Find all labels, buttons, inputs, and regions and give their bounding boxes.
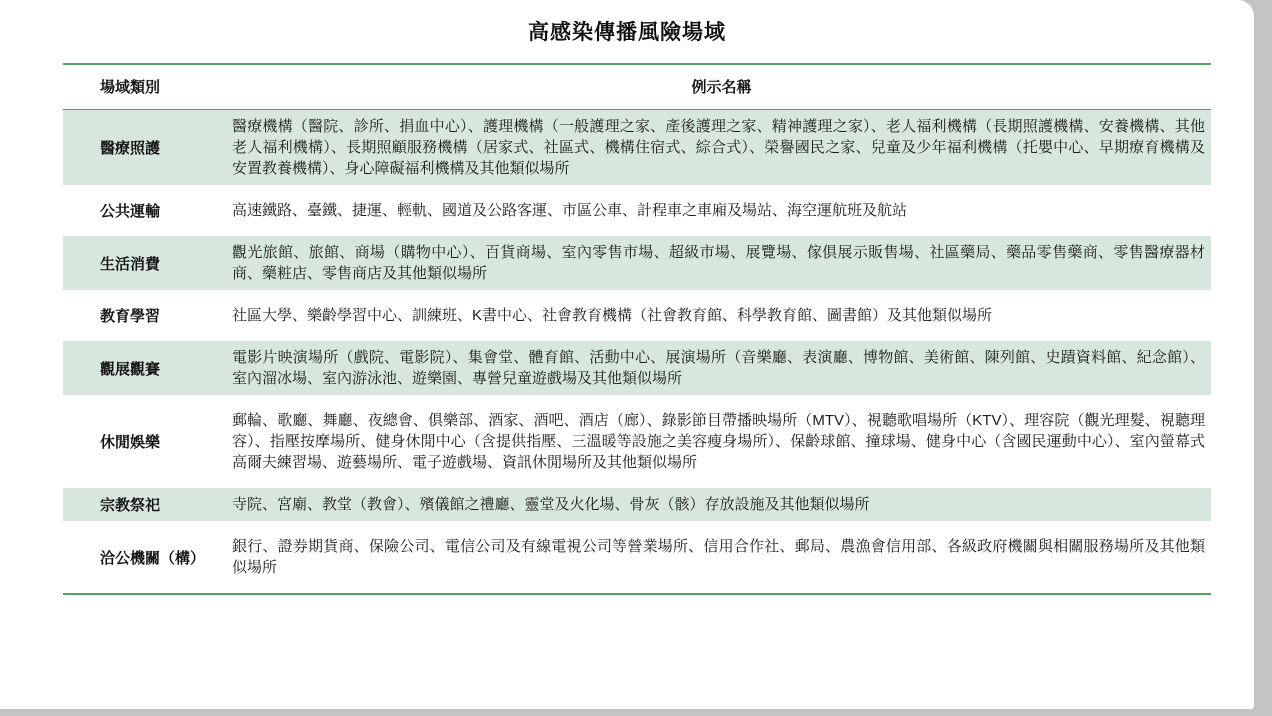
examples-cell: 寺院、宮廟、教堂（教會）、殯儀館之禮廳、靈堂及火化場、骨灰（骸）存放設施及其他類似場所 — [232, 496, 870, 513]
examples-cell: 銀行、證券期貨商、保險公司、電信公司及有線電視公司等營業場所、信用合作社、郵局、農漁會信用部、各級政府機關與相關服務場所及其他類似場所 — [232, 538, 1205, 576]
page-title: 高感染傳播風險場域 — [528, 21, 726, 44]
table-body — [63, 110, 1211, 595]
risk-venue-table — [63, 63, 1211, 595]
column-header-category: 場域類別 — [63, 64, 232, 110]
examples-cell: 觀光旅館、旅館、商場（購物中心）、百貨商場、室內零售市場、超級市場、展覽場、傢俱展示販售場、社區藥局、藥品零售藥商、零售醫療器材商、藥粧店、零售商店及其他類似場所 — [232, 244, 1205, 282]
examples-cell: 社區大學、樂齡學習中心、訓練班、K書中心、社會教育機構（社會教育館、科學教育館、圖書館）及其他類似場所 — [232, 307, 993, 324]
table-row — [63, 341, 1211, 395]
examples-cell: 高速鐵路、臺鐵、捷運、輕軌、國道及公路客運、市區公車、計程車之車廂及場站、海空運航班及航站 — [232, 202, 908, 219]
examples-cell: 醫療機構（醫院、診所、捐血中心）、護理機構（一般護理之家、產後護理之家、精神護理之家）、老人福利機構（長期照護機構、安養機構、其他老人福利機構）、長期照顧服務機構（居家式、社區式、機構住宿式、綜合式）、榮譽國民之家、兒童及少年福利機構（托嬰中心、早期療育機構及安置教養機構）、身心障礙福利機構及其他類似場所 — [232, 118, 1205, 177]
category-cell: 公共運輸 — [100, 203, 161, 220]
examples-cell: 電影片映演場所（戲院、電影院）、集會堂、體育館、活動中心、展演場所（音樂廳、表演廳、博物館、美術館、陳列館、史蹟資料館、紀念館）、室內溜冰場、室內游泳池、遊樂園、專營兒童遊戲場及其他類似場所 — [232, 349, 1205, 387]
table-row — [63, 521, 1211, 594]
category-cell: 醫療照護 — [100, 140, 161, 157]
header-row — [63, 64, 1211, 110]
category-cell: 生活消費 — [100, 255, 161, 273]
category-cell: 觀展觀賽 — [100, 360, 161, 378]
table-row — [63, 110, 1211, 186]
category-cell: 宗教祭祀 — [100, 497, 161, 514]
table-row — [63, 236, 1211, 290]
table-row — [63, 185, 1211, 236]
table-row — [63, 290, 1211, 341]
category-cell: 洽公機關（構） — [100, 549, 206, 567]
table-row — [63, 488, 1211, 521]
category-cell: 教育學習 — [100, 308, 161, 325]
examples-cell: 郵輪、歌廳、舞廳、夜總會、俱樂部、酒家、酒吧、酒店（廊）、錄影節目帶播映場所（MTV）、視聽歌唱場所（KTV）、理容院（觀光理髮、視聽理容）、指壓按摩場所、健身休閒中心（含提供指壓、三溫暖等設施之美容瘦身場所）、保齡球館、撞球場、健身中心（含國民運動中心）、室內螢幕式高爾夫練習場、遊藝場所、電子遊戲場、資訊休閒場所及其他類似場所 — [232, 412, 1205, 471]
table-row — [63, 395, 1211, 488]
category-cell: 休閒娛樂 — [100, 434, 161, 451]
column-header-examples: 例示名稱 — [232, 64, 1211, 110]
